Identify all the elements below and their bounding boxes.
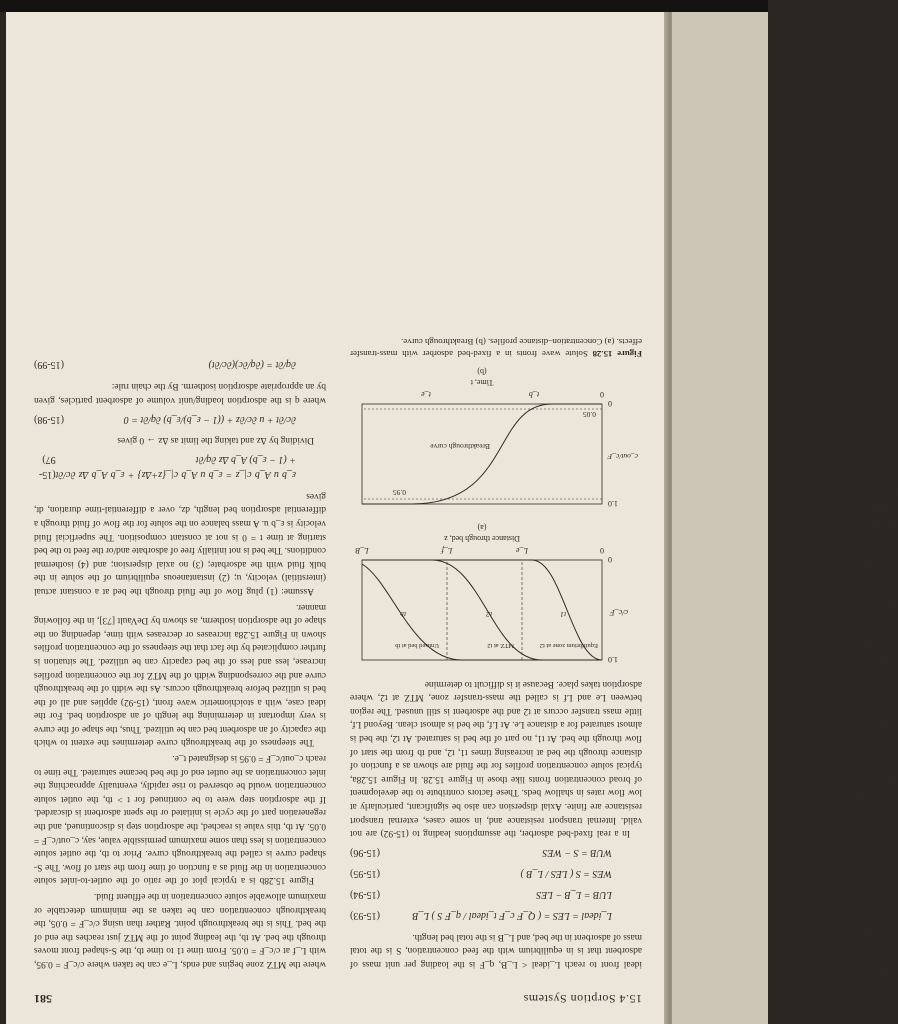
x-tick-te: t_e	[421, 390, 431, 400]
facing-page-line: l the adsor-	[856, 707, 898, 718]
facing-page-line: (15-92)	[869, 489, 898, 500]
x-tick-tb: t_b	[528, 390, 540, 400]
facing-page-line: ed, c_F. The	[852, 802, 898, 813]
equation-number: (15-93)	[350, 910, 380, 922]
equation-expression: WES = S ( LES / L_B )	[520, 868, 612, 880]
x-tick-le: L_e	[516, 546, 528, 556]
facing-page-line: through	[868, 516, 898, 527]
equation-expression: WUB = S − WES	[542, 847, 612, 859]
panel-label-b: (b)	[477, 367, 487, 377]
equation-number: (15-97)	[38, 454, 56, 481]
equation-15-96	[350, 845, 642, 860]
facing-page-line: e loading	[863, 557, 898, 568]
facing-page-line: adsorption	[858, 571, 898, 582]
facing-page-line: = in equilib-	[851, 788, 898, 799]
equation-number: (15-94)	[350, 889, 380, 901]
page-number: 581	[34, 992, 52, 1006]
facing-page-line: 15.27, in a	[858, 870, 898, 881]
zone-label-mtz: MTZ at t2	[487, 642, 514, 650]
equation-expression: LUB = L_B − LES	[536, 889, 612, 901]
facing-page-line: = f{c_F},	[861, 544, 898, 554]
equation-15-99	[34, 357, 326, 372]
facing-page-line: the bed sec-	[853, 775, 898, 786]
facing-page-line: e adsorp-	[863, 639, 898, 650]
facing-page-line: the ideal	[865, 611, 898, 622]
equation-number: (15-98)	[34, 413, 64, 425]
equation-number: (15-95)	[350, 868, 380, 880]
facing-page-line: ersion is neg-	[847, 911, 898, 922]
equation-expression: ε_b u A_b c|_z = ε_b u A_b c|_{z+Δz} + ε_b A_b Δz ∂c/∂t + (1 − ε_b) A_b Δz ∂q/∂t	[55, 454, 296, 481]
equation-expression: ∂c/∂t + u ∂c/∂z + ((1 − ε_b)/ε_b) ∂q/∂t = 0	[123, 413, 296, 425]
facing-page-line: ed the equi-	[853, 747, 898, 758]
facing-page-line: ption of	[868, 584, 898, 595]
facing-page-line: and the con-	[851, 815, 898, 826]
y-tick-1: 1.0	[608, 655, 618, 665]
facing-page-line: that moves as	[846, 856, 898, 867]
desk-background	[0, 0, 768, 12]
caption-label: Figure 15.28	[592, 349, 642, 360]
facing-page-line: retic	[881, 435, 898, 446]
facing-page-line: ent. Down-	[855, 734, 898, 745]
equation-15-97	[34, 452, 326, 482]
facing-page-line: ction	[879, 448, 898, 459]
breakthrough-curve-plot	[350, 366, 642, 516]
facing-page-line: ely, where	[859, 693, 898, 704]
x-axis-label: Distance through bed, z	[444, 534, 520, 544]
figure-15-28a	[350, 522, 642, 672]
equation-expression: ∂q/∂t = (∂q/∂c)(∂c/∂t)	[208, 359, 296, 371]
facing-page-line: the con-	[867, 598, 898, 609]
facing-page-line: the con-	[867, 476, 898, 487]
facing-page-line: sotherm.	[865, 530, 898, 541]
facing-page-line: t fluid, the	[859, 720, 898, 731]
paragraph: In a real fixed-bed adsorber, the assumptions leading to (15-92) are not valid. Internal transport resistance and, in some cases, external transport resistance are finite. Axial dispersion can also be significant, particularly at low flow rates in shallow beds. These factors contribute to the development of broad concentration fronts like those in Figure 15.28. In Figure 15.28a, typical solute concentration profiles for the fluid are shown as a function of distance through the bed at increasing times t1, t2, and tb from the start of flow through the bed. At t1, no part of the bed is saturated. At t2, the bed is almost saturated for a distance Le. At Lf, the bed is almost clean. Beyond Lf, little mass transfer occurs at t2 and the adsorbent is still unused. The region between Le and Lf is called the mass-transfer zone, MTZ at t2, where adsorption takes place. Because it is difficult to determine	[350, 678, 642, 839]
running-title: 15.4 Sorption Systems	[523, 992, 642, 1006]
equation-15-94	[350, 887, 642, 902]
paragraph: ideal front to reach L_ideal < L_B, q_F is the loading per unit mass of adsorbent that is in equilibrium with the feed concentration, S is the total mass of adsorbent in the bed, and L_B is the total bed length.	[350, 931, 642, 969]
zone-label-equilibrium: Equilibrium zone at t2	[539, 642, 598, 650]
left-column	[350, 30, 642, 970]
panel-label-a: (a)	[477, 523, 487, 533]
facing-page-580	[672, 12, 898, 1024]
paragraph: where the MTZ zone begins and ends, L_e can be taken where c/c_F = 0.95, with L_f at c/c_F = 0.05. From time t1 to time tb, the S-shaped front moves through the bed. At tb, the leading point of the MTZ just reaches the end of the bed. This is the breakthrough point. Rather than using c/c_F = 0.05, the breakthrough concentration can be taken as the minimum detectable or maximum allowable solute concentration in the effluent fluid.	[34, 891, 326, 969]
level-label-0-05: 0.05	[582, 410, 596, 420]
facing-page-line: at (the solute),	[844, 938, 898, 949]
paragraph: The steepness of the breakthrough curve determines the extent to which the capacity of an adsorbent bed can be utilized. Thus, the shape of the curve is very important in determining the length of an adsorption bed. For the ideal case, with a stoichiometric wave front, (15-92) applies and all of the bed is utilized before breakthrough occurs. As the width of the breakthrough curve and the corresponding width of the MTZ for the concentration profiles increase, less and less of the bed capacity can be utilized. The situation is further complicated by the fact that the steepness of the concentration profiles shown in Figure 15.28a increases or decreases with time, depending on the shape of the adsorption isotherm, as shown by DeVault [73], in the following manner.	[34, 601, 326, 748]
figure-15-28b	[350, 366, 642, 516]
curve-label-t1: t1	[560, 610, 566, 620]
y-tick-0: 0	[608, 555, 612, 565]
y-tick-1: 1.0	[608, 499, 618, 509]
x-tick-0: 0	[600, 390, 604, 400]
equation-number: (15-99)	[34, 359, 64, 371]
facing-page-line: adsorbate; and	[843, 897, 898, 908]
figure-caption	[350, 336, 642, 360]
facing-page-line: d, the con-	[858, 666, 898, 677]
curve-label-t2: t2	[486, 610, 492, 620]
level-label-0-95: 0.95	[392, 488, 406, 498]
concentration-distance-plot	[350, 522, 642, 672]
curve-label-tb: tb	[400, 610, 406, 620]
facing-page-line: the break-	[860, 625, 898, 636]
zone-label-unused: Unused bed at tb	[395, 642, 439, 650]
paragraph: Figure 15.28b is a typical plot of the ratio of the outlet-to-inlet solute concentration in the fluid as a function of time from the start of flow. The S-shaped curve is called the breakthrough curve. Prior to tb, the outlet solute concentration is less than some maximum permissible value, say, c_out/c_F = 0.05. At tb, this value is reached, the adsorption step is discontinued, and the regeneration part of the cycle is initiated or the spent adsorbent is discarded. If the adsorption step were to be continued for t > tb, the outlet solute concentration would be observed to rise rapidly, eventually approaching the inlet concentration as the outlet end of the bed became saturated. The time to reach c_out/c_F = 0.95 is designated t_e.	[34, 753, 326, 886]
y-axis-label: c/c_F	[609, 608, 628, 618]
equation-expression: L_ideal = LES = ( Q_F c_F t_ideal / q_F S ) L_B	[412, 910, 612, 922]
paragraph: Assume: (1) plug flow of the fluid through the bed at a constant actual (interstitial) velocity, u; (2) instantaneous equilibrium of the solute in the bulk fluid with the adsorbate; (3) no axial dispersion; and (4) isothermal conditions. The bed is not initially free of adsorbate and/or the feed to the bed starting at time t = 0 is not at constant composition. The superficial fluid velocity is ε_b u. A mass balance on the solute for the flow of fluid through a differential adsorption bed length, dz, over a differential-time duration, dt, gives	[34, 490, 326, 596]
facing-page-line: A fixed bed is	[845, 979, 898, 989]
right-column	[34, 30, 326, 970]
equation-15-95	[350, 866, 642, 881]
paragraph: where q is the adsorption loading/unit volume of adsorbent particles, given by an appropriate adsorption isotherm. By the chain rule:	[34, 381, 326, 405]
facing-page-line: d of adsorbent,	[842, 951, 898, 962]
facing-page-line: respectively,	[850, 761, 898, 772]
curve-label-breakthrough: Breakthrough curve	[430, 442, 490, 452]
running-header	[34, 986, 642, 1006]
facing-page-line: ances are very	[844, 924, 898, 935]
y-tick-0: 0	[608, 399, 612, 409]
equation-15-98	[34, 412, 326, 427]
book-page-581	[6, 12, 670, 1024]
facing-page-line: e for an	[869, 462, 898, 473]
x-tick-0: 0	[600, 546, 604, 556]
x-axis-label: Time, t	[470, 378, 494, 388]
x-tick-lb: L_B	[355, 546, 369, 556]
facing-page-text	[678, 433, 898, 990]
facing-page-line: at is achieved	[846, 883, 898, 894]
equation-15-93	[350, 908, 642, 923]
facing-page-line: c time, the	[858, 679, 898, 690]
caption-text: Solute wave fronts in a fixed-bed adsorber with mass-transfer effects. (a) Concentration–distance profiles. (b) Breakthrough curve.	[350, 337, 642, 360]
y-axis-label: c_out/c_F	[607, 452, 638, 462]
equation-number: (15-96)	[350, 847, 380, 859]
facing-page-line: tream of the	[852, 829, 898, 840]
facing-page-line: This is ideal	[852, 843, 898, 854]
paragraph: Dividing by Δz and taking the limit as Δz → 0 gives	[117, 435, 314, 446]
facing-page-line: o the inlet	[860, 652, 898, 663]
facing-page-line: ordingly:	[863, 503, 898, 514]
facing-page-line: separation,	[857, 965, 898, 976]
x-tick-lf: L_f	[441, 546, 453, 556]
